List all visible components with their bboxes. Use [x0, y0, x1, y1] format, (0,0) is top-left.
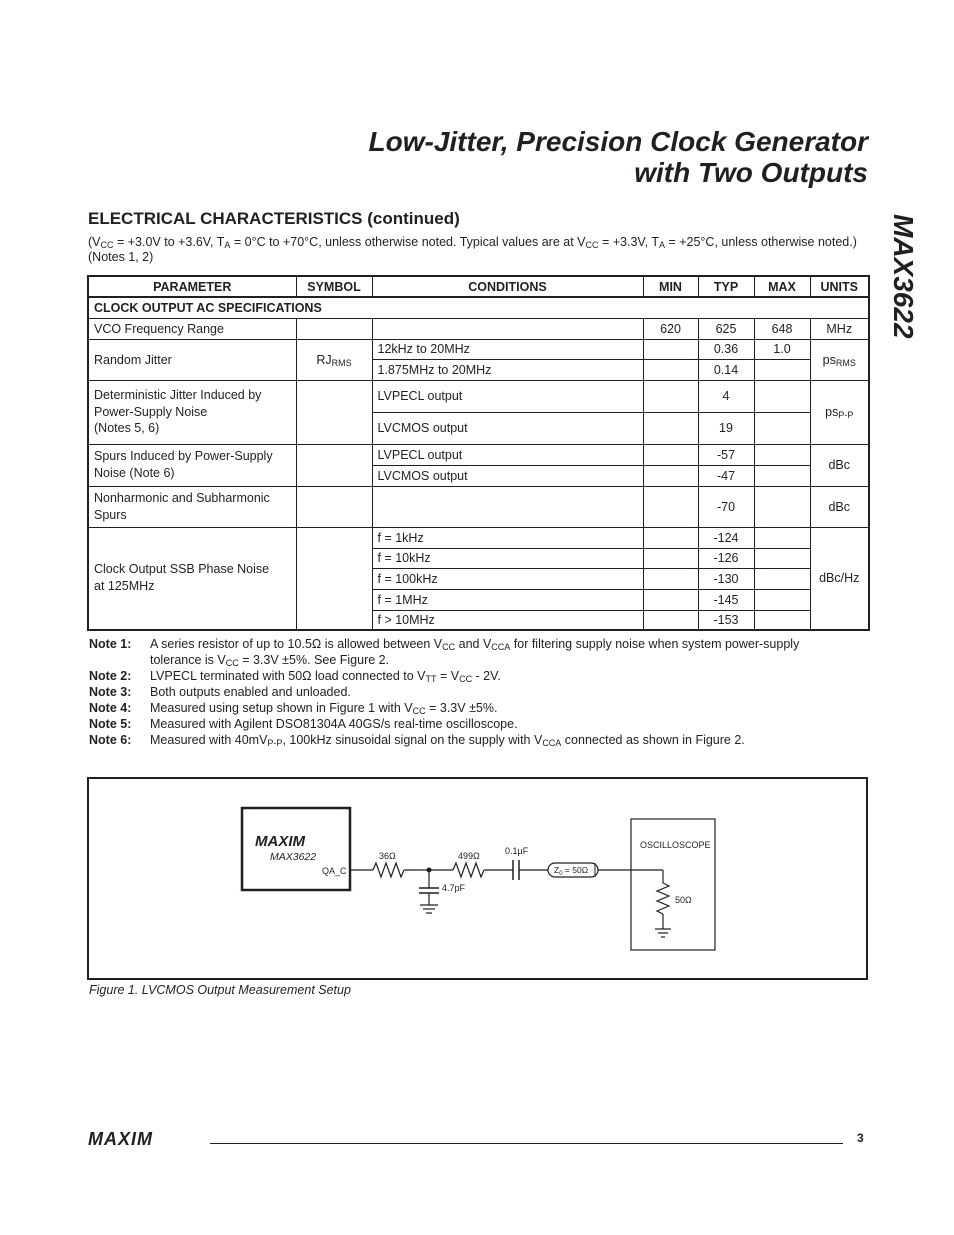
condition-cell: f = 1kHz — [372, 527, 643, 548]
typ-cell: -145 — [698, 589, 754, 610]
condition-cell: LVCMOS output — [372, 465, 643, 486]
typ-cell: -153 — [698, 610, 754, 630]
table-header-row — [88, 276, 869, 297]
typ-cell: -57 — [698, 444, 754, 465]
resistor-499 — [453, 863, 484, 877]
units-cell: $ps_{P-P}$ — [810, 380, 869, 444]
chip-logo: MAXIM — [255, 833, 305, 850]
condition-cell: LVPECL output — [372, 444, 643, 465]
column-header: SYMBOL — [296, 276, 372, 297]
note-4: Note 4: Measured using setup shown in Figure 1 with $V_{CC} = 3.3V \pm 5\%$. — [89, 701, 498, 716]
series-cap-label: 0.1μF — [505, 846, 529, 856]
condition-cell: LVPECL output — [372, 380, 643, 412]
r2-label: 499Ω — [458, 851, 480, 861]
symbol-cell: $RJ_{RMS}$ — [296, 339, 372, 380]
typ-cell: 4 — [698, 380, 754, 412]
note-3: Note 3: Both outputs enabled and unloaded. — [89, 685, 351, 699]
chip-name: MAX3622 — [270, 851, 317, 863]
column-header: TYP — [698, 276, 754, 297]
electrical-characteristics-table — [87, 275, 870, 631]
min-cell: 620 — [643, 318, 698, 339]
table-row — [88, 380, 869, 412]
page-number: 3 — [857, 1131, 864, 1145]
resistor-50 — [657, 883, 669, 914]
max-cell: 648 — [754, 318, 810, 339]
note-5: Note 5: Measured with Agilent DSO81304A 40GS/s real-time oscilloscope. — [89, 717, 518, 731]
condition-cell: f > 10MHz — [372, 610, 643, 630]
section-title-cell: CLOCK OUTPUT AC SPECIFICATIONS — [88, 297, 869, 318]
title-line-1: Low-Jitter, Precision Clock Generator — [368, 126, 868, 157]
condition-cell: f = 100kHz — [372, 568, 643, 589]
units-cell: dBc/Hz — [810, 527, 869, 630]
table-row — [88, 339, 869, 359]
max-cell: 1.0 — [754, 339, 810, 359]
note-1: Note 1: A series resistor of up to 10.5Ω is allowed between $V_{CC}$ and $V_{CCA}$ for filtering supply noise when system power-supply tolerance is $V_{CC} = 3.3V \pm 5\%$. See Figure 2. — [89, 637, 800, 668]
oscilloscope-block — [631, 819, 715, 950]
table-section-row — [88, 297, 869, 318]
param-cell: Deterministic Jitter Induced by Power-Supply Noise (Notes 5, 6) — [88, 380, 296, 444]
column-header: UNITS — [810, 276, 869, 297]
table-row — [88, 486, 869, 527]
condition-cell: 12kHz to 20MHz — [372, 339, 643, 359]
r-term-label: 50Ω — [675, 895, 692, 905]
typ-cell: -130 — [698, 568, 754, 589]
notes-list — [89, 636, 869, 748]
figure-1-schematic — [87, 777, 868, 980]
units-cell: dBc — [810, 444, 869, 486]
oscilloscope-label: OSCILLOSCOPE — [640, 840, 711, 850]
typ-cell: 625 — [698, 318, 754, 339]
resistor-36 — [373, 863, 404, 877]
typ-cell: 19 — [698, 412, 754, 444]
condition-cell: 1.875MHz to 20MHz — [372, 359, 643, 380]
typ-cell: -126 — [698, 548, 754, 568]
typ-cell: -70 — [698, 486, 754, 527]
column-header: MIN — [643, 276, 698, 297]
document-title — [369, 126, 868, 188]
note-2: Note 2: LVPECL terminated with 50Ω load connected to $V_{TT} = V_{CC} - 2V$. — [89, 669, 501, 684]
typ-cell: -47 — [698, 465, 754, 486]
param-cell: Nonharmonic and Subharmonic Spurs — [88, 486, 296, 527]
param-cell: Spurs Induced by Power-Supply Noise (Note 6) — [88, 444, 296, 486]
side-part-number: MAX3622 — [888, 214, 919, 339]
shunt-cap-label: 4.7pF — [442, 883, 466, 893]
condition-cell: f = 10kHz — [372, 548, 643, 568]
column-header: PARAMETER — [88, 276, 296, 297]
operating-conditions: ($V_{CC} = +3.0V$ to +3.6V, $T_A = 0^\circ C$ to +70°C, unless otherwise noted. Typical values are at $V_{CC} = +3.3V$, $T_A = +25^\circ C$, unless otherwise noted.) (Notes 1, 2) — [88, 235, 857, 264]
param-cell: Random Jitter — [88, 339, 296, 380]
r1-label: 36Ω — [379, 851, 396, 861]
maxim-logo — [88, 1130, 200, 1153]
param-cell: Clock Output SSB Phase Noise at 125MHz — [88, 527, 296, 630]
pin-label: QA_C — [322, 866, 347, 876]
svg-text:MAXIM: MAXIM — [88, 1130, 153, 1148]
param-cell: VCO Frequency Range — [88, 318, 296, 339]
section-heading: ELECTRICAL CHARACTERISTICS (continued) — [88, 209, 460, 228]
typ-cell: -124 — [698, 527, 754, 548]
table-row — [88, 318, 869, 339]
column-header: CONDITIONS — [372, 276, 643, 297]
units-cell: dBc — [810, 486, 869, 527]
condition-cell: f = 1MHz — [372, 589, 643, 610]
schematic-diagram — [89, 779, 866, 978]
column-header: MAX — [754, 276, 810, 297]
condition-cell: LVCMOS output — [372, 412, 643, 444]
title-line-2: with Two Outputs — [634, 157, 868, 188]
table-row — [88, 527, 869, 548]
typ-cell: 0.14 — [698, 359, 754, 380]
line-impedance-label: $Z_0 = 50\Omega$ — [554, 865, 589, 877]
figure-caption: Figure 1. LVCMOS Output Measurement Setup — [89, 983, 351, 997]
footer-rule — [210, 1143, 843, 1144]
typ-cell: 0.36 — [698, 339, 754, 359]
note-6: Note 6: Measured with $40mV_{P-P}$, 100kHz sinusoidal signal on the supply with $V_{CCA}$ connected as shown in Figure 2. — [89, 733, 745, 748]
units-cell: MHz — [810, 318, 869, 339]
table-row — [88, 444, 869, 465]
units-cell: $ps_{RMS}$ — [810, 339, 869, 380]
